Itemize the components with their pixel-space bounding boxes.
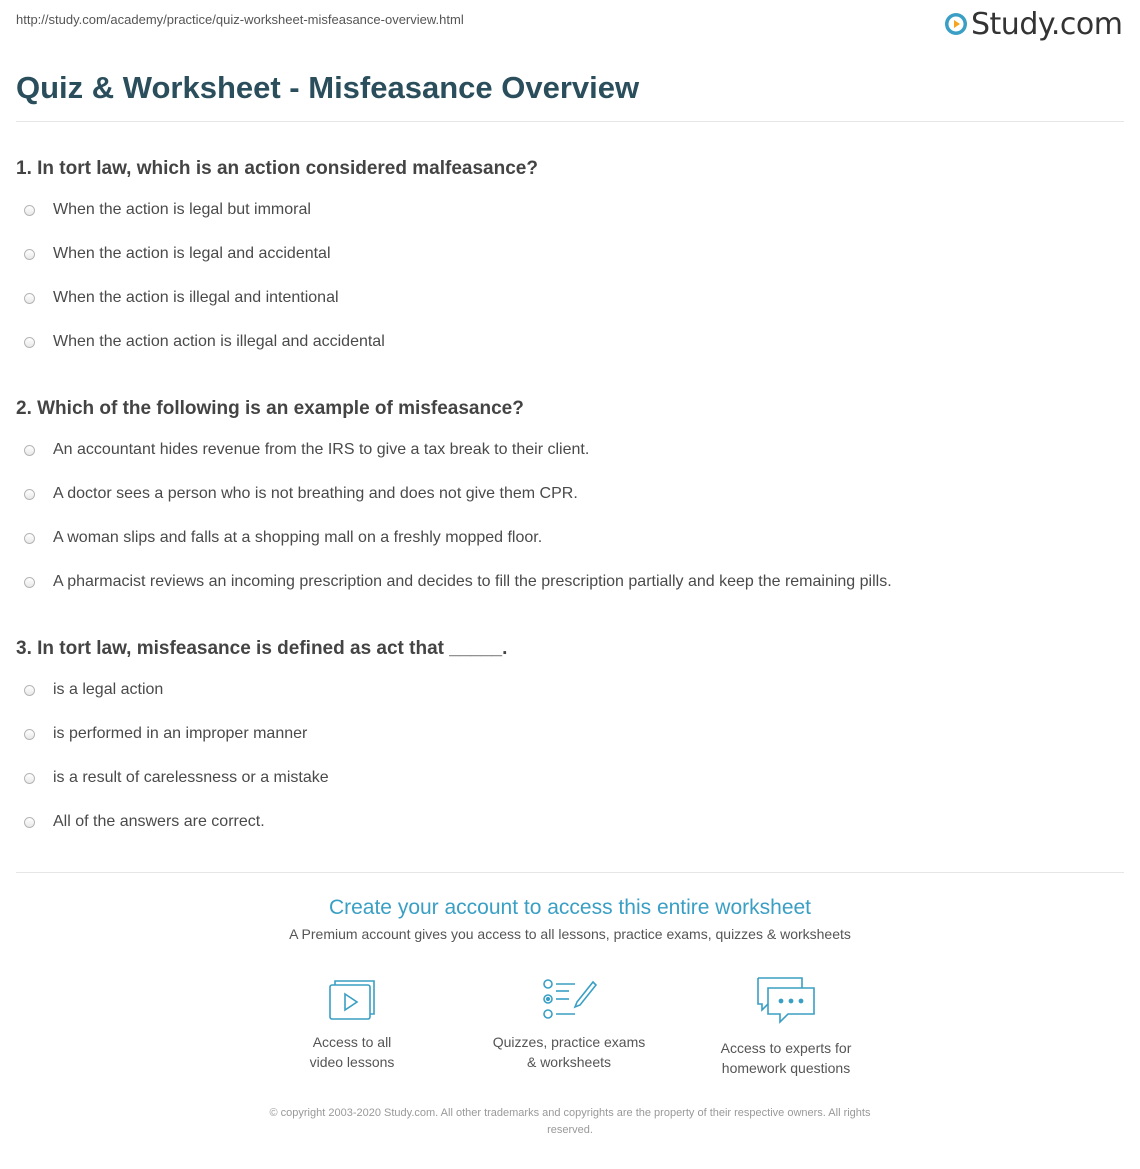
question-1 — [16, 155, 538, 364]
answer-label: A woman slips and falls at a shopping mall on a freshly mopped floor. — [53, 529, 543, 546]
radio-button[interactable] — [24, 489, 35, 500]
question-2 — [16, 395, 892, 604]
copyright-notice — [210, 1105, 930, 1139]
radio-button[interactable] — [24, 337, 35, 348]
answer-label: is a result of carelessness or a mistake — [53, 769, 329, 786]
answer-option[interactable] — [16, 560, 892, 604]
answer-options — [16, 668, 507, 844]
answer-option[interactable] — [16, 516, 892, 560]
radio-button[interactable] — [24, 293, 35, 304]
page-url: http://study.com/academy/practice/quiz-worksheet-misfeasance-overview.html — [16, 12, 464, 27]
feature-label-line2: homework questions — [721, 1060, 851, 1076]
study-logo-icon — [944, 12, 968, 36]
radio-button[interactable] — [24, 685, 35, 696]
answer-option[interactable] — [16, 276, 538, 320]
copyright-line1: © copyright 2003-2020 Study.com. All other trademarks and copyrights are the property of their respective owners. All rights — [269, 1107, 871, 1119]
chat-bubbles-icon — [754, 976, 818, 1028]
radio-button[interactable] — [24, 817, 35, 828]
answer-option[interactable] — [16, 188, 538, 232]
page-title: Quiz & Worksheet - Misfeasance Overview — [16, 70, 640, 105]
quiz-checklist-icon — [541, 976, 597, 1022]
answer-label: All of the answers are correct. — [53, 813, 265, 830]
question-text: 1. In tort law, which is an action considered malfeasance? — [16, 158, 538, 179]
feature-label-line2: & worksheets — [526, 1054, 612, 1070]
radio-button[interactable] — [24, 577, 35, 588]
question-text: 2. Which of the following is an example of misfeasance? — [16, 398, 524, 419]
video-lessons-icon — [326, 976, 378, 1022]
answer-option[interactable] — [16, 712, 507, 756]
feature-experts — [691, 976, 881, 1078]
title-divider — [16, 121, 1124, 122]
radio-button[interactable] — [24, 773, 35, 784]
logo-text: Study.com — [971, 6, 1123, 42]
answer-option[interactable] — [16, 668, 507, 712]
feature-label-line1: Access to all — [312, 1034, 392, 1050]
answer-label: is performed in an improper manner — [53, 725, 308, 742]
answer-label: When the action is legal but immoral — [53, 201, 311, 218]
feature-video-lessons — [257, 976, 447, 1072]
cta-title-link[interactable]: Create your account to access this entire worksheet — [328, 896, 812, 919]
answer-label: An accountant hides revenue from the IRS to give a tax break to their client. — [53, 441, 590, 458]
feature-label-line1: Quizzes, practice exams — [492, 1034, 646, 1050]
feature-label-line2: video lessons — [309, 1054, 395, 1070]
answer-option[interactable] — [16, 756, 507, 800]
answer-option[interactable] — [16, 232, 538, 276]
copyright-line2: reserved. — [547, 1124, 593, 1136]
radio-button[interactable] — [24, 445, 35, 456]
answer-label: A doctor sees a person who is not breathing and does not give them CPR. — [53, 485, 578, 502]
radio-button[interactable] — [24, 249, 35, 260]
feature-quizzes — [474, 976, 664, 1072]
feature-label-line1: Access to experts for — [720, 1040, 852, 1056]
answer-label: When the action action is illegal and accidental — [53, 333, 385, 350]
cta-subtitle: A Premium account gives you access to all lessons, practice exams, quizzes & worksheets — [289, 926, 851, 942]
cta-divider — [16, 872, 1124, 873]
answer-label: When the action is legal and accidental — [53, 245, 331, 262]
answer-option[interactable] — [16, 800, 507, 844]
answer-option[interactable] — [16, 472, 892, 516]
question-3 — [16, 635, 507, 844]
radio-button[interactable] — [24, 729, 35, 740]
answer-label: When the action is illegal and intentional — [53, 289, 339, 306]
answer-options — [16, 428, 892, 604]
radio-button[interactable] — [24, 533, 35, 544]
answer-option[interactable] — [16, 428, 892, 472]
answer-option[interactable] — [16, 320, 538, 364]
study-logo[interactable] — [944, 6, 1122, 42]
answer-options — [16, 188, 538, 364]
question-text: 3. In tort law, misfeasance is defined as act that _____. — [16, 638, 508, 659]
radio-button[interactable] — [24, 205, 35, 216]
answer-label: A pharmacist reviews an incoming prescription and decides to fill the prescription partially and keep the remaining pills. — [53, 573, 892, 590]
answer-label: is a legal action — [53, 681, 164, 698]
